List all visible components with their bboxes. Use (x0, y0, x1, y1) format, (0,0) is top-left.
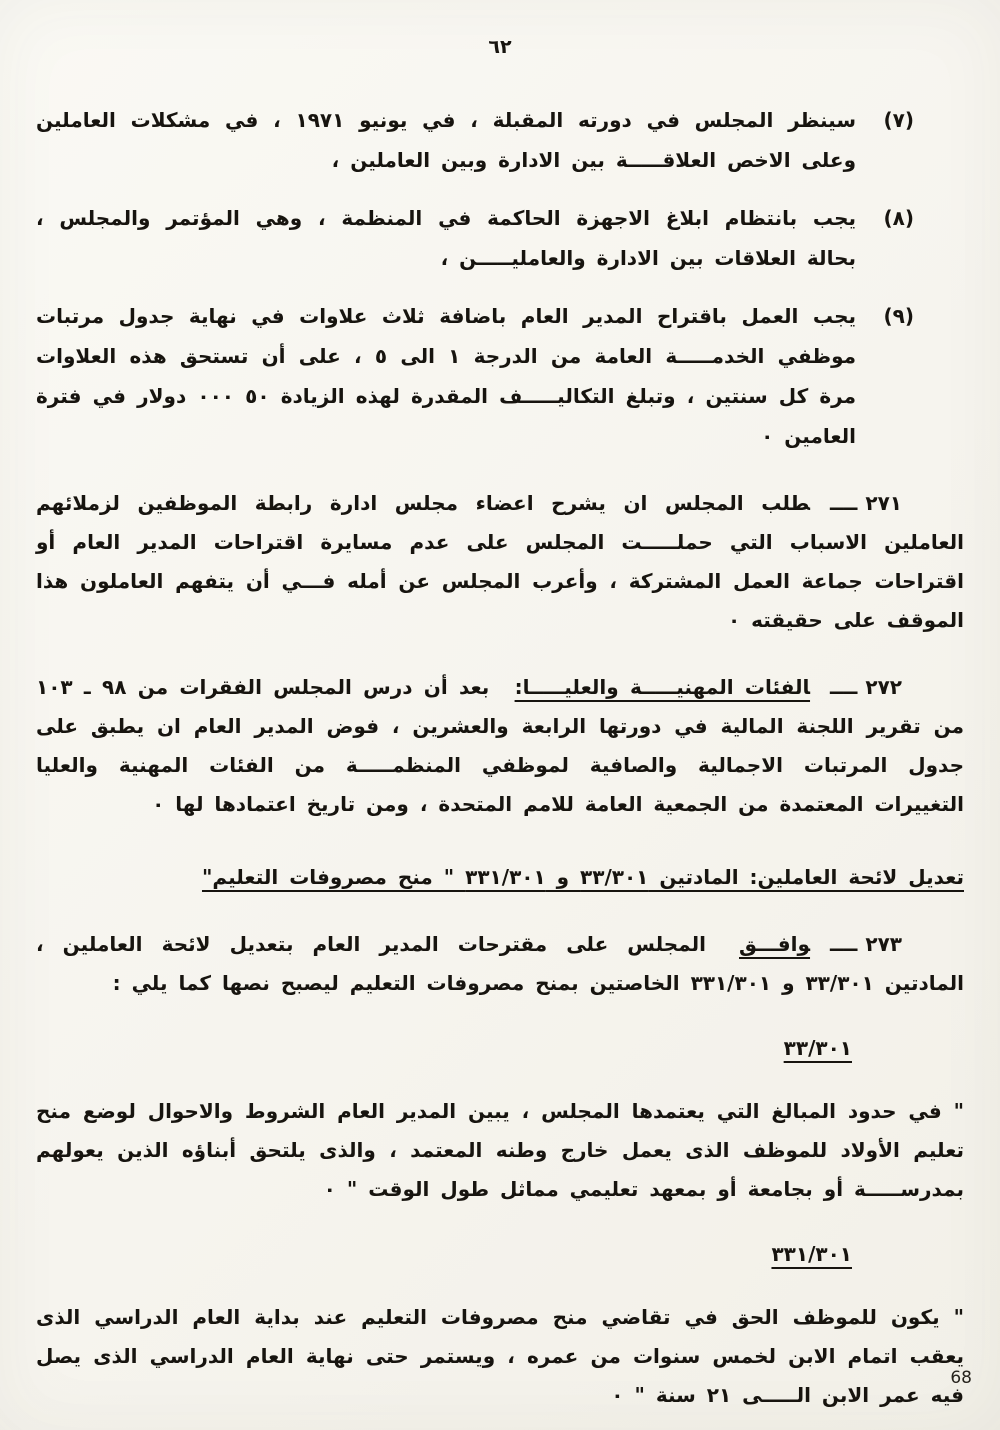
list-item-8 (36, 198, 964, 278)
paragraph-273-dash: ــــ (830, 932, 858, 956)
paragraph-273 (36, 925, 964, 1003)
paragraph-273-number: ٢٧٣ (865, 932, 902, 956)
paragraph-271-dash: ــــ (830, 491, 858, 515)
article-heading-301-33-number: ٣٣/٣٠١ (783, 1036, 852, 1060)
paragraph-271 (36, 484, 964, 640)
paragraph-272-underlined-lead: الفئات المهنيـــــة والعليـــــا: (514, 675, 811, 699)
paragraph-272-text: بعد أن درس المجلس الفقرات من ٩٨ ـ ١٠٣ من تقرير اللجنة المالية في دورتها الرابعة والعشرين ، فوض المدير العام ان يطبق على جدول المرتبات الاجمالية والصافية لموظفي المنظمـــــة من الفئات المهنية والعليا التغييرات المعتمدة من الجمعية العامة للامم المتحدة ، ومن تاريخ اعتمادها لها ٠ (36, 675, 964, 816)
page-number-top: ٦٢ (488, 36, 512, 58)
list-item-9 (36, 296, 964, 456)
numbered-list (36, 100, 964, 456)
list-item-9-marker: (٩) (883, 304, 914, 328)
section-heading-staff-rules-amendment (36, 858, 964, 897)
paragraph-272-number: ٢٧٢ (865, 675, 902, 699)
paragraph-272 (36, 668, 964, 824)
list-item-7-marker: (٧) (883, 108, 914, 132)
list-item-9-text: يجب العمل باقتراح المدير العام باضافة ثلاث علاوات في نهاية جدول مرتبات موظفي الخدمـــــة العامة من الدرجة ١ الى ٥ ، على أن تستحق هذه العلاوات مرة كل سنتين ، وتبلغ التكاليـــــف المقدرة لهذه الزيادة ٥٠ ٠٠٠ دولار في فترة العامين ٠ (36, 304, 857, 448)
article-heading-301-331-number: ٣٣١/٣٠١ (771, 1242, 852, 1266)
article-heading-301-331 (36, 1235, 852, 1274)
list-item-8-marker: (٨) (883, 206, 914, 230)
paragraph-273-underlined-lead: وافـــق (739, 932, 811, 956)
paragraph-271-number: ٢٧١ (865, 491, 902, 515)
paragraph-272-dash: ــــ (830, 675, 858, 699)
page-number-bottom: 68 (950, 1368, 972, 1388)
paragraph-273-text: المجلس على مقترحات المدير العام بتعديل لائحة العاملين ، المادتين ٣٣/٣٠١ و ٣٣١/٣٠١ الخاصتين بمنح مصروفات التعليم ليصبح نصها كما يلي : (36, 932, 964, 995)
article-heading-301-33 (36, 1029, 852, 1068)
paragraph-271-text: طلب المجلس ان يشرح اعضاء مجلس ادارة رابطة الموظفين لزملائهم العاملين الاسباب التي حملـــــت المجلس على عدم مسايرة اقتراحات المدير العام أو اقتراحات جماعة العمل المشتركة ، وأعرب المجلس عن أمله فـــي أن يتفهم العاملون هذا الموقف على حقيقته ٠ (36, 491, 964, 632)
list-item-7 (36, 100, 964, 180)
section-heading-text: تعديل لائحة العاملين: المادتين ٣٣/٣٠١ و ٣٣١/٣٠١ " منح مصروفات التعليم" (201, 865, 964, 889)
list-item-7-text: سينظر المجلس في دورته المقبلة ، في يونيو ١٩٧١ ، في مشكلات العاملين وعلى الاخص العلاقـــــة بين الادارة وبين العاملين ، (36, 108, 856, 172)
list-item-8-text: يجب بانتظام ابلاغ الاجهزة الحاكمة في المنظمة ، وهي المؤتمر والمجلس ، بحالة العلاقات بين الادارة والعامليـــــن ، (36, 206, 856, 270)
article-301-33-text: " في حدود المبالغ التي يعتمدها المجلس ، يبين المدير العام الشروط والاحوال لوضع منح تعليم الأولاد للموظف الذى يعمل خارج وطنه المعتمد ، والذى يلتحق أبناؤه الذين يعولهم بمدرســـــة أو بجامعة أو بمعهد تعليمي مماثل طول الوقت " ٠ (36, 1099, 964, 1201)
article-301-331-text: " يكون للموظف الحق في تقاضي منح مصروفات التعليم عند بداية العام الدراسي الذى يعقب اتمام الابن لخمس سنوات من عمره ، ويستمر حتى نهاية العام الدراسي الذى يصل فيه عمر الابن الـــــى ٢١ سنة " ٠ (36, 1305, 964, 1407)
